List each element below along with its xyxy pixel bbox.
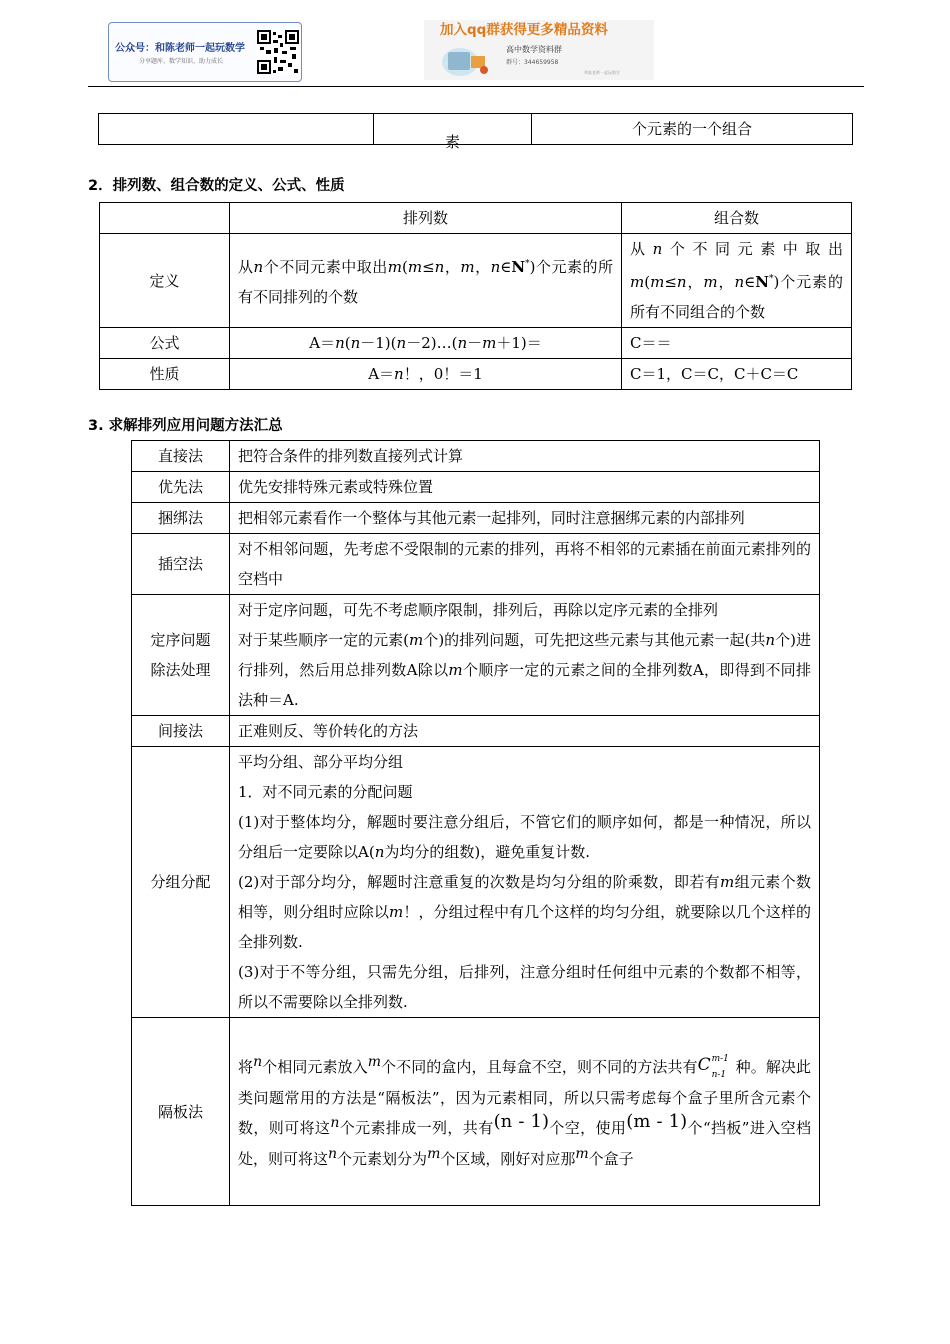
top-continuation-table <box>98 113 853 145</box>
section-2-heading: 2．排列数、组合数的定义、公式、性质 <box>88 178 345 194</box>
method-label-bundling: 捆绑法 <box>132 503 230 534</box>
qr-code-icon <box>256 29 300 75</box>
method-label-fixed-order: 定序问题 除法处理 <box>132 595 230 716</box>
banner-illustration <box>438 42 496 78</box>
method-label-gap-insertion: 插空法 <box>132 534 230 595</box>
banner-watermark: 和陈老师一起玩数学 <box>584 70 620 75</box>
method-text-partition: 将n个相同元素放入m个不同的盒内，且每盒不空，则不同的方法共有 C m-1 n-1 种。解决此类问题常用的方法是“隔板法”，因为元素相同，所以只需考虑每个盒子里所含元素个数，则可将这n个元素排成一列，共有(n - 1)个空，使用(m - 1)个“挡板”进入空档处，则可将这n个元素划分为m个区域，刚好对应那m个盒子 <box>230 1018 820 1206</box>
method-text-gap-insertion: 对不相邻问题，先考虑不受限制的元素的排列，再将不相邻的元素插在前面元素排列的空档中 <box>230 534 820 595</box>
combination-property: C＝1，C＝C，C＋C＝C <box>622 359 852 390</box>
row-label-property: 性质 <box>100 359 230 390</box>
method-label-grouping: 分组分配 <box>132 747 230 1018</box>
method-label-indirect: 间接法 <box>132 716 230 747</box>
banner-title: 加入qq群获得更多精品资料 <box>440 22 608 38</box>
method-text-fixed-order: 对于定序问题，可先不考虑顺序限制，排列后，再除以定序元素的全排列 对于某些顺序一定的元素(m个)的排列问题，可先把这些元素与其他元素一起(共n个)进行排列，然后用总排列数A除以m个顺序一定的元素之间的全排列数A，即得到不同排法种＝A. <box>230 595 820 716</box>
banner-group-name: 高中数学资料群 <box>506 45 562 54</box>
logo-account-slogan: 分享题库、数学知识、助力成长 <box>139 58 224 65</box>
permutation-formula: A＝n(n－1)(n－2)…(n－m＋1)＝ <box>230 328 622 359</box>
qq-group-banner <box>424 20 654 80</box>
methods-summary-table <box>131 440 820 1206</box>
logo-account-title: 公众号：和陈老师一起玩数学 <box>115 43 245 54</box>
row-label-formula: 公式 <box>100 328 230 359</box>
top-cell-3: 个元素的一个组合 <box>532 114 853 145</box>
permutation-property: A＝n！，0！＝1 <box>230 359 622 390</box>
method-text-direct: 把符合条件的排列数直接列式计算 <box>230 441 820 472</box>
combination-symbol: C m-1 n-1 <box>697 1054 729 1080</box>
permutation-definition: 从n个不同元素中取出m(m≤n，m，n∈N*)个元素的所有不同排列的个数 <box>230 234 622 328</box>
header-rule <box>88 86 864 87</box>
method-text-grouping: 平均分组、部分平均分组 1．对不同元素的分配问题 (1)对于整体均分，解题时要注意分组后，不管它们的顺序如何，都是一种情况，所以分组后一定要除以A(n为均分的组数)，避免重复计数. (2)对于部分均分，解题时注意重复的次数是均匀分组的阶乘数，即若有m组元素个数相等，则分组时应除以m！，分组过程中有几个这样的均匀分组，就要除以几个这样的全排列数. (3)对于不等分组，只需先分组，后排列，注意分组时任何组中元素的个数都不相等，所以不需要除以全排列数. <box>230 747 820 1018</box>
top-cell-2-spill-text: 素 <box>445 133 461 151</box>
banner-group-number: 群号：344659958 <box>506 59 559 66</box>
combination-formula: C＝＝ <box>622 328 852 359</box>
col-header-combination: 组合数 <box>622 203 852 234</box>
method-label-priority: 优先法 <box>132 472 230 503</box>
method-label-partition: 隔板法 <box>132 1018 230 1206</box>
wechat-account-logo <box>108 22 302 82</box>
top-cell-1 <box>99 114 374 145</box>
row-label-definition: 定义 <box>100 234 230 328</box>
section-3-heading: 3. 求解排列应用问题方法汇总 <box>88 418 283 434</box>
method-label-direct: 直接法 <box>132 441 230 472</box>
combination-definition: 从n个不同元素中取出m(m≤n，m，n∈N*)个元素的所有不同组合的个数 <box>622 234 852 328</box>
method-text-bundling: 把相邻元素看作一个整体与其他元素一起排列，同时注意捆绑元素的内部排列 <box>230 503 820 534</box>
col-header-permutation: 排列数 <box>230 203 622 234</box>
table-header-empty <box>100 203 230 234</box>
method-text-priority: 优先安排特殊元素或特殊位置 <box>230 472 820 503</box>
method-text-indirect: 正难则反、等价转化的方法 <box>230 716 820 747</box>
permutation-combination-table <box>99 202 852 390</box>
